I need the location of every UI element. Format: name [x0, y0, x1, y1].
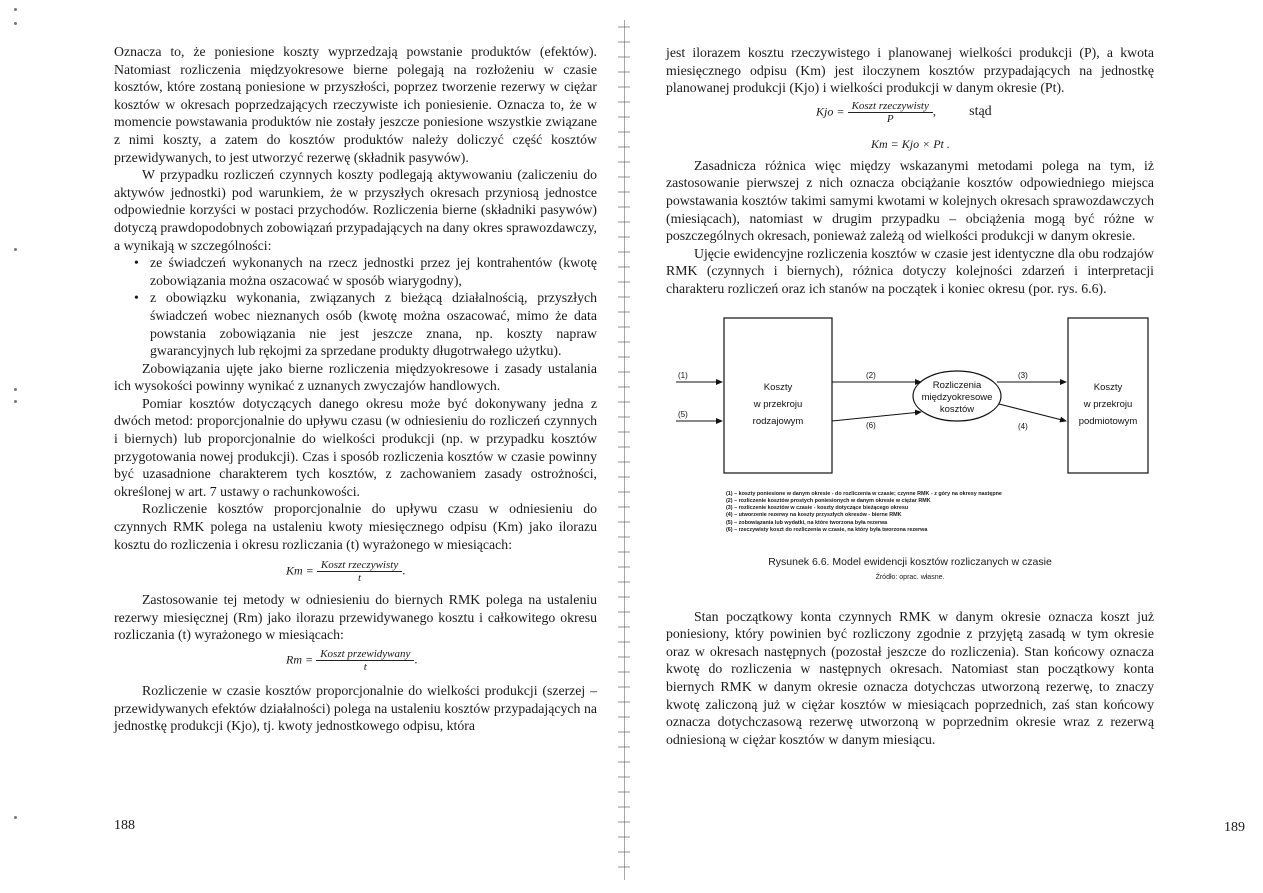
legend-item: (6) – rzeczywisty koszt do rozliczenia w czasie, na który była tworzona rezerwa	[726, 527, 928, 534]
ellipse-label: Rozliczenia	[932, 379, 982, 391]
left-paragraph-3: Zobowiązania ujęte jako bierne rozliczenia międzyokresowe i zasady ustalania ich wysokości powinny wynikać z uznanych zwyczajów handlowych.	[114, 360, 597, 394]
right-page	[630, 0, 1263, 893]
formula-numerator: Koszt przewidywany	[320, 648, 411, 660]
formula-denominator: t	[358, 572, 362, 585]
box-label: Koszty	[1093, 381, 1123, 393]
left-page	[0, 0, 615, 893]
right-text-column	[666, 44, 1154, 748]
book-gutter	[618, 20, 630, 880]
list-item: • ze świadczeń wykonanych na rzecz jednostki przez jej kontrahentów (kwotę zobowiązania można oszacować w sposób wiarygodny),	[114, 254, 597, 289]
legend-item: (4) – utworzenie rezerwy na koszty przyszłych okresów - bierne RMK	[726, 512, 902, 519]
formula-lhs: Rm =	[286, 652, 314, 667]
box-label: podmiotowym	[1078, 415, 1138, 427]
figure-legend	[726, 491, 1136, 535]
figure-diagram	[666, 308, 1154, 488]
box-label: w przekroju	[753, 398, 803, 410]
left-paragraph-7: Rozliczenie w czasie kosztów proporcjonalnie do wielkości produkcji (szerzej – przewidywanych efektów działalności) polega na ustaleniu kosztów przypadających na jednostkę produkcji (Kjo), tj. kwoty jednostkowego odpisu, która	[114, 683, 597, 734]
formula-text: Km = Kjo × Pt .	[871, 136, 950, 151]
list-item: • z obowiązku wykonania, związanych z bieżącą działalnością, przyszłych świadczeń wobec nieznanych osób (kwotę można oszacować, mimo że data powstania zobowiązania nie jest jeszcze znana, np. koszty napraw gwarancyjnych lub rękojmi za sprzedane produkty długotrwałego użytku).	[114, 289, 597, 359]
formula-denominator: t	[363, 661, 367, 673]
legend-item: (5) – zobowiązania lub wydatki, na które tworzona była rezerwa	[726, 519, 888, 526]
left-paragraph-5: Rozliczenie kosztów proporcjonalnie do upływu czasu w odniesieniu do czynnych RMK polega na ustaleniu kwoty miesięcznego odpisu (Km) jako ilorazu kosztu do rozliczenia i okresu rozliczania (t) wyrażonego w miesiącach:	[114, 501, 597, 552]
left-text-column	[114, 43, 597, 735]
left-paragraph-4: Pomiar kosztów dotyczących danego okresu może być dokonywany jedna z dwóch metod: proporcjonalnie do upływu czasu (w odniesieniu do rozliczeń czynnych i biernych) lub proporcjonalnie do wielkości produkcji (np. w przypadku kosztów przygotowania nowej produkcji). Czas i sposób rozliczenia kosztów w czasie powinny być uzasadnione charakterem tych kosztów, z zachowaniem zasady ostrożności, określonej w art. 7 ustawy o rachunkowości.	[114, 395, 597, 499]
arrow-label: (1)	[678, 370, 688, 380]
formula-kjo: Kjo = $\frac{\text{Koszt rzeczywisty}}{P}$ , stąd	[816, 99, 992, 125]
box-podmiotowy	[1068, 318, 1148, 473]
legend-item: (2) – rozliczenie kosztów prostych poniesionych w danym okresie w ciężar RMK	[726, 497, 931, 504]
page-number-right: 189	[1224, 820, 1245, 835]
box-label: rodzajowym	[752, 415, 804, 427]
figure-caption: Rysunek 6.6. Model ewidencji kosztów rozliczanych w czasie	[768, 555, 1052, 568]
arrow-label: (3)	[1018, 370, 1028, 380]
formula-numerator: Koszt rzeczywisty	[320, 559, 399, 572]
formula-hence: stąd	[969, 104, 992, 120]
right-paragraph-1: jest ilorazem kosztu rzeczywistego i planowanej wielkości produkcji (P), a kwota miesięcznego odpisu (Km) jest iloczynem kosztów przypadających na jednostkę planowanej produkcji (Kjo) i wielkości produkcji w danym okresie (Pt).	[666, 45, 1154, 96]
legend-item: (1) – koszty poniesione w danym okresie - do rozliczenia w czasie; czynne RMK - z góry na okresy następne	[726, 490, 1002, 497]
page-number-left: 188	[114, 818, 135, 833]
box-label: Koszty	[763, 381, 793, 393]
ellipse-label: kosztów	[939, 403, 975, 415]
arrow-6	[832, 412, 921, 421]
formula-km: Km = $\frac{\text{Koszt rzeczywisty}}{t}$ .	[286, 559, 406, 585]
legend-item: (3) – rozliczenie kosztów w czasie - koszty dotyczące bieżącego okresu	[726, 505, 909, 512]
arrow-label: (2)	[866, 370, 876, 380]
figure-source: Źródło: oprac. własne.	[875, 573, 945, 581]
right-paragraph-2: Zasadnicza różnica więc między wskazanymi metodami polega na tym, iż zastosowanie pierwszej z nich oznacza obciążanie kosztów odpowiedniego miejsca powstawania kosztów takimi samymi kwotami w kolejnych okresach sprawozdawczych (miesiącach), natomiast w drugim przypadku – obciążenia mogą być różne w poszczególnych okresach, ponieważ zależą od wielkości produkcji w danym okresie.	[666, 157, 1154, 244]
figure-6-6	[666, 308, 1154, 608]
left-bullet-list	[114, 254, 597, 360]
left-paragraph-6: Zastosowanie tej metody w odniesieniu do biernych RMK polega na ustaleniu rezerwy miesięcznej (Rm) jako ilorazu przewidywanego kosztu i całkowitego okresu rozliczania (t) wyrażonego w miesiącach:	[114, 592, 597, 643]
box-rodzajowy	[724, 318, 832, 473]
formula-rm: Rm = $\frac{\text{Koszt przewidywany}}{t}$ .	[286, 648, 418, 673]
formula-km-product	[666, 135, 1154, 157]
box-label: w przekroju	[1083, 398, 1133, 410]
formula-lhs: Kjo =	[816, 104, 845, 119]
formula-numerator: Koszt rzeczywisty	[851, 99, 929, 112]
formula-denominator: P	[886, 112, 894, 125]
ellipse-label: międzyokresowe	[921, 391, 993, 403]
right-paragraph-4: Stan początkowy konta czynnych RMK w danym okresie oznacza koszt już poniesiony, który powinien być rozliczony zgodnie z przyjętą zasadą w tym okresie oraz w okresach następnych (pozostał jeszcze do rozliczenia). Stan końcowy oznacza kwotę do rozliczenia w następnych okresach. Natomiast stan początkowy konta biernych RMK w danym okresie oznacza dotychczas utworzoną rezerwę, to znaczy kwotę zaliczoną już w ciężar kosztów w miesiącach poprzednich, zaś stan końcowy oznacza dotychczasową rezerwę utworzoną w poprzednim okresie wraz z rezerwą odniesioną w ciężar kosztów w danym miesiącu.	[666, 608, 1154, 747]
right-paragraph-3: Ujęcie ewidencyjne rozliczenia kosztów w czasie jest identyczne dla obu rodzajów RMK (czynnych i biernych), różnica dotyczy kolejności zdarzeń i interpretacji charakteru rozliczeń oraz ich stanów na początek i koniec okresu (por. rys. 6.6).	[666, 245, 1154, 296]
arrow-label: (6)	[866, 420, 876, 430]
left-paragraph-1: Oznacza to, że poniesione koszty wyprzedzają powstanie produktów (efektów). Natomiast rozliczenia międzyokresowe bierne polegają na rozłożeniu w czasie kosztów, które zostaną poniesione w przyszłości, poprzez tworzenie rezerwy w ciężar kosztów w okresach poprzedzających rzeczywiste ich poniesienie. Oznacza to, że w momencie powstawania produktów nie zostały jeszcze poniesione wszystkie związane z nimi koszty, a zatem do kosztów produktów należy doliczyć część kosztów przewidywanych, to jest utworzyć rezerwę (składnik pasywów).	[114, 44, 597, 165]
arrow-label: (4)	[1018, 421, 1028, 431]
arrow-label: (5)	[678, 409, 688, 419]
arrow-4	[999, 404, 1066, 421]
left-paragraph-2: W przypadku rozliczeń czynnych koszty podlegają aktywowaniu (zaliczeniu do aktywów jednostki) pod warunkiem, że w przyszłych okresach przyniosą jednostce odpowiednie korzyści w postaci przychodów. Rozliczenia bierne (składniki pasywów) dotyczą prawdopodobnych zobowiązań przypadających na dany okres sprawozdawczy, a wynikają w szczególności:	[114, 167, 597, 253]
formula-lhs: Km =	[286, 563, 314, 578]
